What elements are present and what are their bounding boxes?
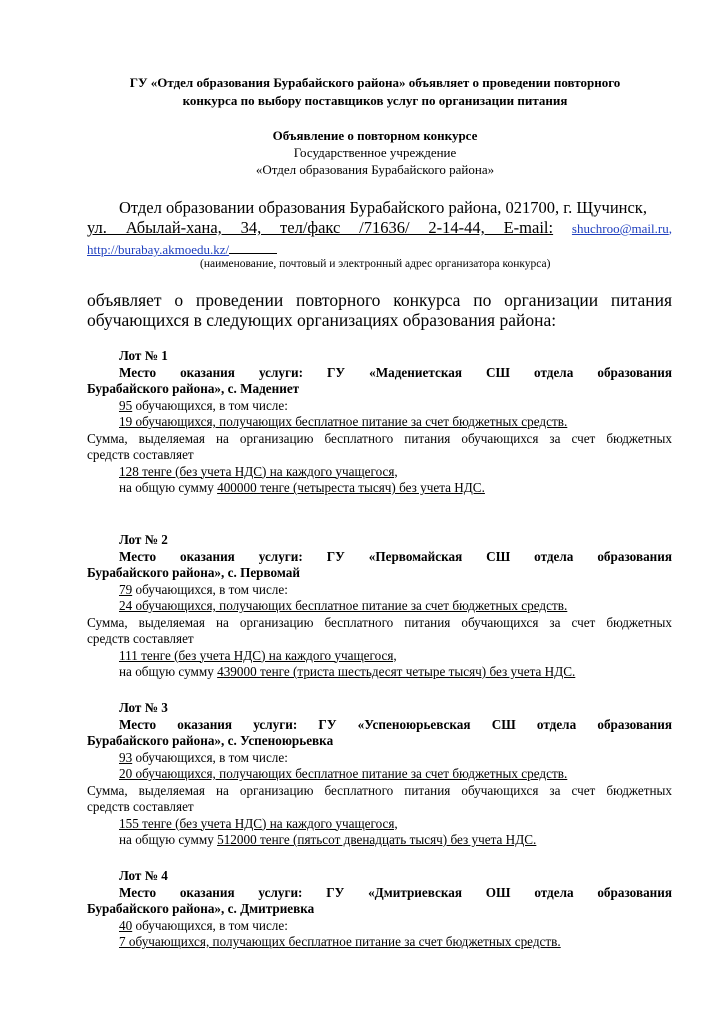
lot-3 <box>87 700 672 849</box>
intro-line-1: объявляет о проведении повторного конкурса по организации питания <box>87 290 672 310</box>
total-prefix: на общую сумму <box>119 832 218 847</box>
total-prefix: на общую сумму <box>119 664 218 679</box>
lot-per-student <box>87 464 672 481</box>
lot-sum-line-2: средств составляет <box>87 447 194 462</box>
total-text: 512000 тенге (пятьсот двенадцать тысяч) без учета НДС. <box>217 832 537 847</box>
email-link[interactable]: shuchroo@mail.ru <box>571 221 669 236</box>
lot-4 <box>87 868 672 951</box>
announcement-org-line-2: «Отдел образования Бурабайского района» <box>255 162 495 177</box>
lot-2 <box>87 532 672 681</box>
lot-sum-line-2: средств составляет <box>87 631 194 646</box>
intro-line-2: обучающихся в следующих организациях образования района: <box>87 310 557 330</box>
lot-place-line-1: Место оказания услуги: ГУ «Успеноюрьевская СШ отдела образования <box>119 716 672 732</box>
lot-students <box>87 582 672 599</box>
students-text: обучающихся, в том числе: <box>132 917 288 933</box>
lot-students <box>87 398 672 415</box>
students-text: обучающихся, в том числе: <box>132 397 288 413</box>
website-underline <box>229 243 277 254</box>
lot-title: Лот № 3 <box>119 700 168 715</box>
lot-sum-line-2: средств составляет <box>87 799 194 814</box>
lot-sum-line-1: Сумма, выделяемая на организацию бесплатного питания обучающихся за счет бюджетных <box>87 430 672 446</box>
total-prefix: на общую сумму <box>119 480 218 495</box>
students-count: 95 <box>119 397 133 413</box>
lot-place-line-1: Место оказания услуги: ГУ «Мадениетская СШ отдела образования <box>119 364 672 380</box>
announcement-org-line-1: Государственное учреждение <box>293 145 457 160</box>
lot-total <box>87 664 672 681</box>
lot-title: Лот № 1 <box>119 348 168 363</box>
lot-sum-line-1: Сумма, выделяемая на организацию бесплатного питания обучающихся за счет бюджетных <box>87 782 672 798</box>
lot-total <box>87 480 672 497</box>
lot-students <box>87 918 672 935</box>
organizer-caption: (наименование, почтовый и электронный адрес организатора конкурса) <box>200 258 551 270</box>
lot-title: Лот № 4 <box>119 868 168 883</box>
lot-place-line-2: Бурабайского района», с. Первомай <box>87 565 300 580</box>
per-student-text: 155 тенге (без учета НДС) на каждого учащегося, <box>119 815 398 831</box>
document-header <box>80 74 670 110</box>
lot-total <box>87 832 672 849</box>
lot-sum-line-1: Сумма, выделяемая на организацию бесплатного питания обучающихся за счет бюджетных <box>87 614 672 630</box>
lot-free-meals <box>87 414 672 431</box>
organizer-address: ул. Абылай-хана, 34, тел/факс /71636/ 2-14-44, E-mail: <box>87 218 554 237</box>
lot-place-line-2: Бурабайского района», с. Дмитриевка <box>87 901 315 916</box>
organizer-block <box>87 198 672 260</box>
per-student-text: 111 тенге (без учета НДС) на каждого учащегося, <box>119 647 397 663</box>
lot-place-line-2: Бурабайского района», с. Успеноюрьевка <box>87 733 334 748</box>
website-link[interactable]: http://burabay.akmoedu.kz/ <box>87 242 230 257</box>
lot-free-meals <box>87 766 672 783</box>
students-count: 93 <box>119 749 133 765</box>
lot-place-line-1: Место оказания услуги: ГУ «Дмитриевская ОШ отдела образования <box>119 884 672 900</box>
lot-students <box>87 750 672 767</box>
header-line-1: ГУ «Отдел образования Бурабайского района» объявляет о проведении повторного <box>129 75 621 90</box>
free-meals-text: 7 обучающихся, получающих бесплатное питание за счет бюджетных средств. <box>119 934 561 949</box>
lot-place-line-2: Бурабайского района», с. Мадениет <box>87 381 300 396</box>
free-meals-text: 24 обучающихся, получающих бесплатное питание за счет бюджетных средств. <box>119 598 568 613</box>
lot-place-line-1: Место оказания услуги: ГУ «Первомайская СШ отдела образования <box>119 548 672 564</box>
lot-free-meals <box>87 598 672 615</box>
organizer-line-2 <box>87 218 672 239</box>
lot-per-student <box>87 648 672 665</box>
students-count: 40 <box>119 917 133 933</box>
email-suffix: , <box>668 221 672 236</box>
free-meals-text: 20 обучающихся, получающих бесплатное питание за счет бюджетных средств. <box>119 766 568 781</box>
announcement-title: Объявление о повторном конкурсе <box>272 128 478 143</box>
lot-free-meals <box>87 934 672 951</box>
students-text: обучающихся, в том числе: <box>132 581 288 597</box>
lot-1 <box>87 348 672 497</box>
lot-title: Лот № 2 <box>119 532 168 547</box>
announcement-block <box>80 127 670 178</box>
total-text: 400000 тенге (четыреста тысяч) без учета НДС. <box>217 480 485 495</box>
per-student-text: 128 тенге (без учета НДС) на каждого учащегося, <box>119 463 398 479</box>
free-meals-text: 19 обучающихся, получающих бесплатное питание за счет бюджетных средств. <box>119 414 568 429</box>
students-text: обучающихся, в том числе: <box>132 749 288 765</box>
total-text: 439000 тенге (триста шестьдесят четыре тысяч) без учета НДС. <box>217 664 576 679</box>
intro-paragraph <box>87 290 672 330</box>
header-line-2: конкурса по выбору поставщиков услуг по организации питания <box>182 93 568 108</box>
organizer-line-1: Отдел образовании образования Бурабайского района, 021700, г. Щучинск, <box>119 198 647 217</box>
students-count: 79 <box>119 581 133 597</box>
lot-per-student <box>87 816 672 833</box>
